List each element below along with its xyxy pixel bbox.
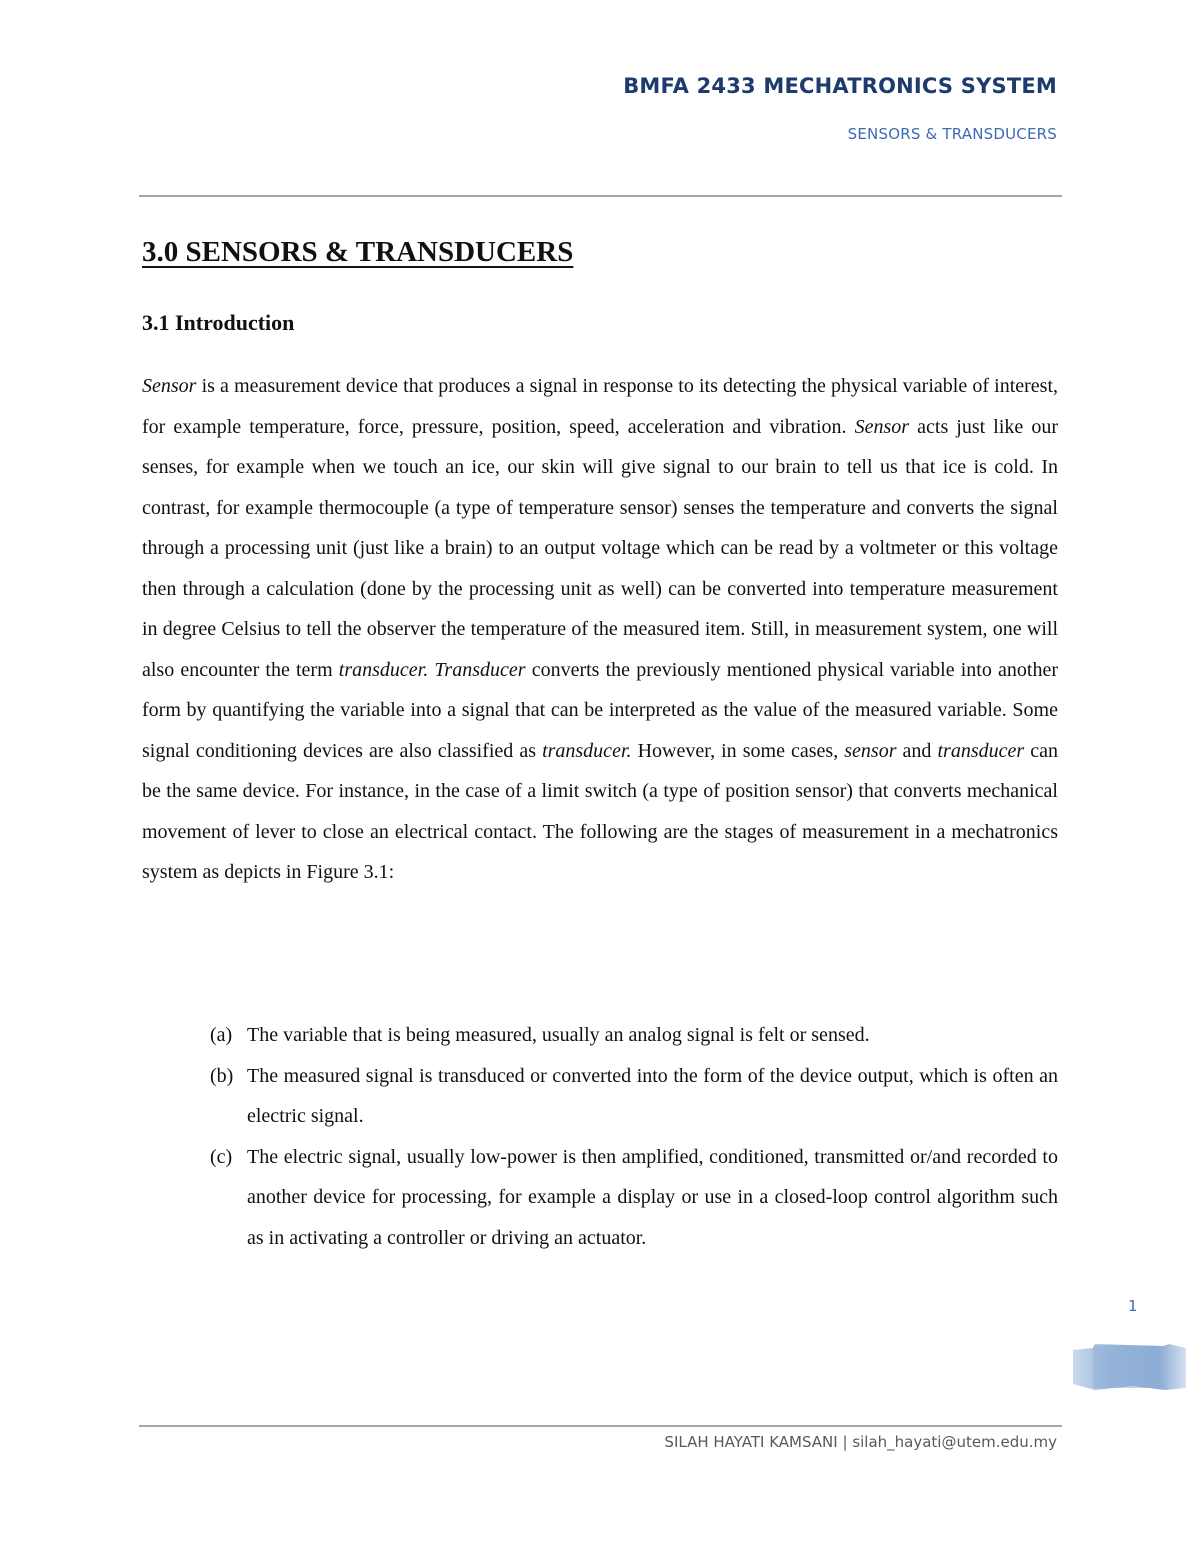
paragraph-text-run: can be the same device. For instance, in the case of a limit switch (a type of position sensor) that converts mechanical movement of lever to close an electrical contact. The following are the stages of measurement in a mechatronics system as depicts in Figure 3.1: (142, 739, 1058, 883)
italic-term: Sensor (854, 415, 910, 438)
header-title: BMFA 2433 MECHATRONICS SYSTEM (623, 74, 1057, 98)
header-subtitle: SENSORS & TRANSDUCERS (847, 125, 1057, 143)
measurement-stages-list (210, 1015, 1058, 1258)
section-heading: 3.1 Introduction (142, 310, 295, 335)
paragraph-text-run: is a measurement device that produces a signal in response to its detecting the physical variable of interest, for example temperature, force, pressure, position, speed, acceleration and vibration. (142, 375, 1058, 438)
list-item (210, 1015, 1058, 1056)
footer-author: SILAH HAYATI KAMSANI (664, 1433, 838, 1451)
italic-term: transducer. (542, 739, 632, 762)
paragraph-text-run: and (896, 739, 938, 762)
list-item-text: The measured signal is transduced or converted into the form of the device output, which is often an electric signal. (247, 1064, 1058, 1127)
paragraph-text-run: acts just like our senses, for example when we touch an ice, our skin will give signal to our brain to tell us that ice is cold. In contrast, for example thermocouple (a type of temperature sensor) senses the temperature and converts the signal through a processing unit (just like a brain) to an output voltage which can be read by a voltmeter or this voltage then through a calculation (done by the processing unit as well) can be converted into temperature measurement in degree Celsius to tell the observer the temperature of the measured item. Still, in measurement system, one will also encounter the term (142, 415, 1058, 681)
paragraph-text-run: converts the previously mentioned physical variable into another form by quantifying the variable into a signal that can be interpreted as the value of the measured variable. Some signal conditioning devices are also classified as (142, 658, 1058, 762)
footer-divider (139, 1425, 1062, 1427)
paragraph-text-run: However, in some cases, (631, 739, 845, 762)
italic-term: transducer. Transducer (338, 658, 526, 681)
list-item-text: The variable that is being measured, usually an analog signal is felt or sensed. (247, 1024, 870, 1046)
chapter-heading: 3.0 SENSORS & TRANSDUCERS (142, 236, 574, 268)
page-number: 1 (1128, 1297, 1138, 1315)
list-marker: (c) (210, 1145, 233, 1168)
page-tab-decoration (1073, 1344, 1186, 1390)
list-marker: (a) (210, 1024, 233, 1046)
list-item-text: The electric signal, usually low-power is then amplified, conditioned, transmitted or/and recorded to another device for processing, for example a display or use in a closed-loop control algorithm such as in activating a controller or driving an actuator. (247, 1145, 1058, 1249)
list-item (210, 1137, 1058, 1259)
italic-term: transducer (937, 739, 1025, 762)
footer (664, 1433, 1057, 1451)
list-marker: (b) (210, 1064, 234, 1087)
list-item (210, 1056, 1058, 1137)
footer-email[interactable]: silah_hayati@utem.edu.my (852, 1433, 1057, 1451)
intro-paragraph (142, 366, 1058, 893)
footer-separator: | (842, 1433, 848, 1451)
header-divider (139, 195, 1062, 197)
italic-term: sensor (844, 739, 897, 762)
italic-term: Sensor (142, 375, 197, 397)
